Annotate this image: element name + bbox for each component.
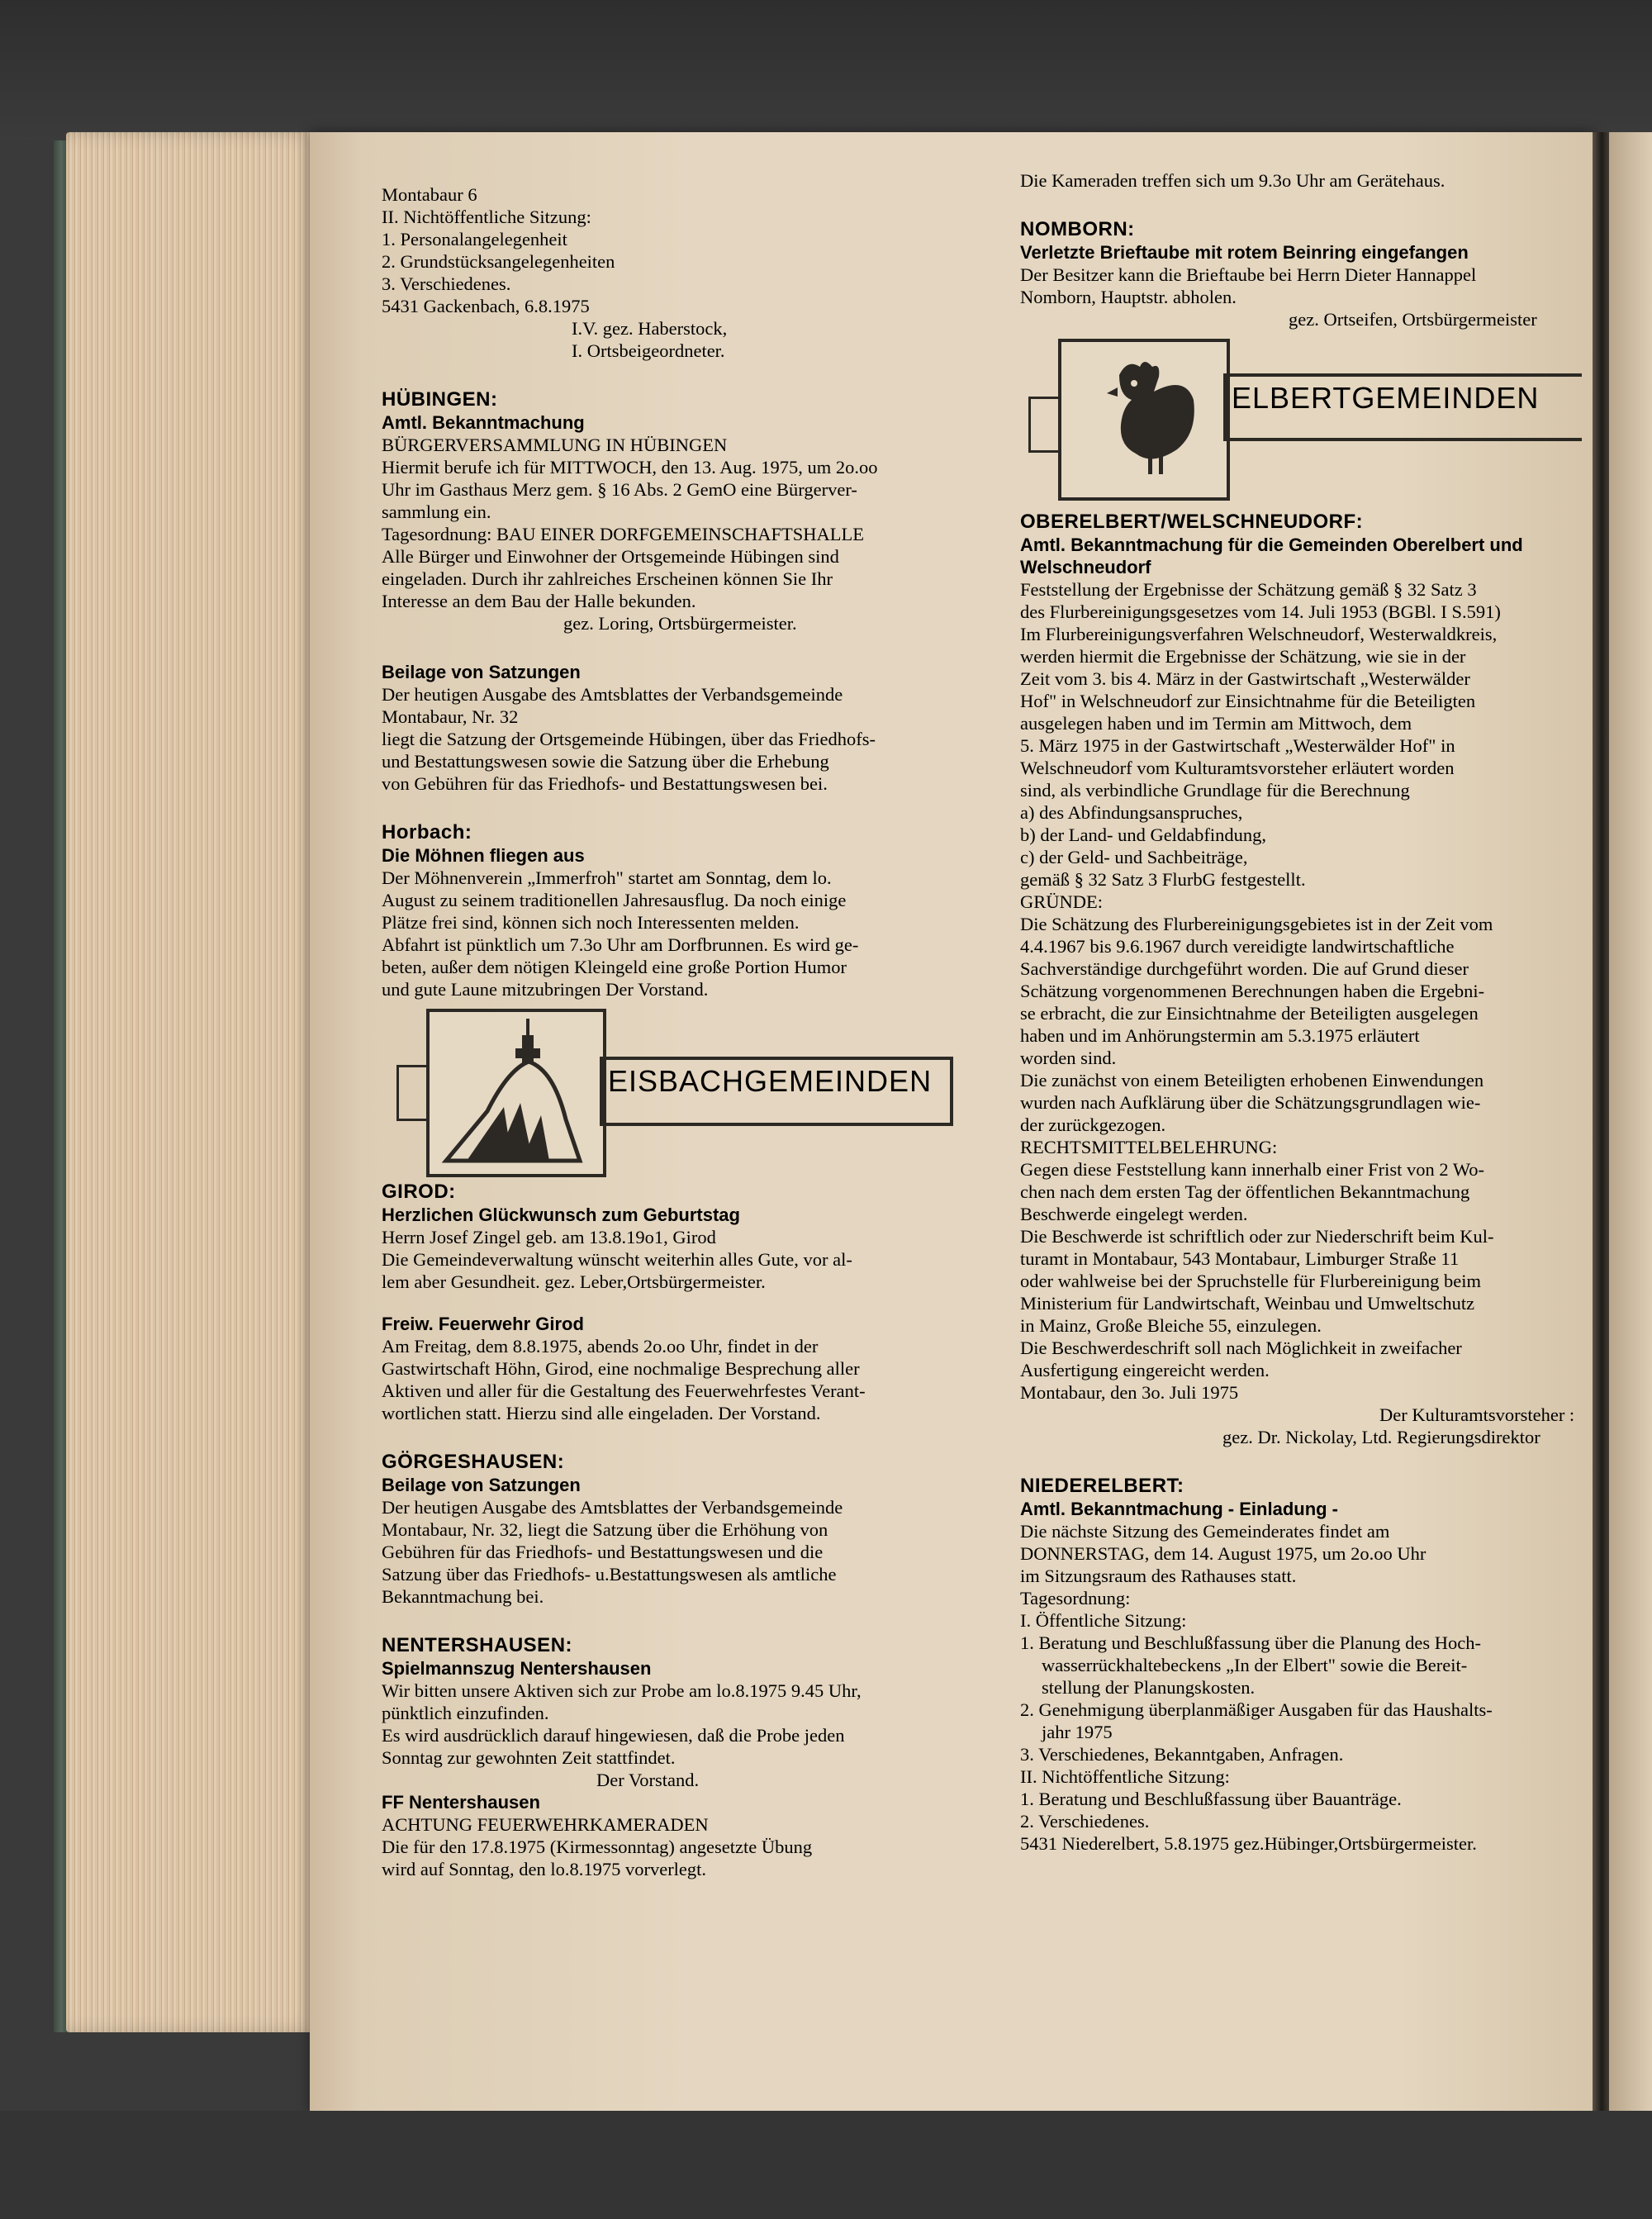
signature-line: Der Vorstand.: [596, 1770, 700, 1790]
text-line: Satzung über das Friedhofs- u.Bestattungswesen als amtliche: [382, 1564, 837, 1585]
text-line: 1. Personalangelegenheit: [382, 229, 567, 249]
text-line: ausgelegen haben und im Termin am Mittwoch, dem: [1020, 713, 1412, 734]
section-subheading: Amtl. Bekanntmachung: [382, 412, 585, 433]
section-heading: OBERELBERT/WELSCHNEUDORF:: [1020, 511, 1364, 533]
signature-line: gez. Dr. Nickolay, Ltd. Regierungsdirektor: [1222, 1427, 1540, 1447]
section-heading: Horbach:: [382, 821, 472, 843]
text-line: Die nächste Sitzung des Gemeinderates findet am: [1020, 1521, 1390, 1542]
text-line: gemäß § 32 Satz 3 FlurbG festgestellt.: [1020, 869, 1306, 890]
nomborn-section: [1020, 218, 1582, 330]
horbach-section: [382, 821, 993, 1000]
text-line: b) der Land- und Geldabfindung,: [1020, 824, 1267, 845]
goergeshausen-section: [382, 1451, 993, 1608]
text-line: Sachverständige durchgeführt worden. Die auf Grund dieser: [1020, 958, 1469, 979]
text-line: von Gebühren für das Friedhofs- und Bestattungswesen bei.: [382, 773, 828, 794]
text-line: GRÜNDE:: [1020, 891, 1103, 912]
agenda-heading: II. Nichtöffentliche Sitzung:: [1020, 1766, 1230, 1787]
text-line: Wir bitten unsere Aktiven sich zur Probe am lo.8.1975 9.45 Uhr,: [382, 1680, 862, 1701]
signature-line: Der Kulturamtsvorsteher :: [1379, 1404, 1575, 1425]
agenda-item-continuation: wasserrückhaltebeckens „In der Elbert" sowie die Bereit-: [1042, 1655, 1468, 1675]
text-line: Die für den 17.8.1975 (Kirmessonntag) angesetzte Übung: [382, 1836, 813, 1857]
agenda-item-continuation: stellung der Planungskosten.: [1042, 1677, 1256, 1698]
text-line: Montabaur 6: [382, 184, 477, 205]
text-line: 5. März 1975 in der Gastwirtschaft „Westerwälder Hof" in: [1020, 735, 1455, 756]
text-line: Der Besitzer kann die Brieftaube bei Herrn Dieter Hannappel: [1020, 264, 1477, 285]
text-line: Feststellung der Ergebnisse der Schätzung gemäß § 32 Satz 3: [1020, 579, 1477, 600]
text-line: Die zunächst von einem Beteiligten erhobenen Einwendungen: [1020, 1070, 1484, 1090]
section-subheading: Amtl. Bekanntmachung für die Gemeinden Oberelbert und: [1020, 535, 1523, 555]
section-subheading: FF Nentershausen: [382, 1792, 540, 1813]
girod-section: [382, 1181, 993, 1293]
elbertgemeinden-banner: [1020, 339, 1582, 504]
text-line: turamt in Montabaur, 543 Montabaur, Limburger Straße 11: [1020, 1248, 1460, 1269]
text-line: Gebühren für das Friedhofs- und Bestattungswesen und die: [382, 1542, 824, 1562]
text-line: Es wird ausdrücklich darauf hingewiesen, daß die Probe jeden: [382, 1725, 845, 1746]
text-line: Die Beschwerdeschrift soll nach Möglichkeit in zweifacher: [1020, 1338, 1462, 1358]
text-line: Nomborn, Hauptstr. abholen.: [1020, 287, 1237, 307]
agenda-item: 3. Verschiedenes, Bekanntgaben, Anfragen.: [1020, 1744, 1344, 1765]
text-line: Tagesordnung: BAU EINER DORFGEMEINSCHAFTSHALLE: [382, 524, 865, 544]
eisbachgemeinden-banner: [382, 1009, 993, 1174]
text-line: eingeladen. Durch ihr zahlreiches Erscheinen können Sie Ihr: [382, 568, 833, 589]
agenda-item-continuation: jahr 1975: [1042, 1722, 1113, 1742]
text-line: Uhr im Gasthaus Merz gem. § 16 Abs. 2 GemO eine Bürgerver-: [382, 479, 857, 500]
text-line: Am Freitag, dem 8.8.1975, abends 2o.oo Uhr, findet in der: [382, 1336, 819, 1357]
text-line: Im Flurbereinigungsverfahren Welschneudorf, Westerwaldkreis,: [1020, 624, 1498, 644]
signature-line: I. Ortsbeigeordneter.: [572, 340, 725, 361]
text-line: 3. Verschiedenes.: [382, 273, 511, 294]
text-line: Montabaur, Nr. 32: [382, 706, 519, 727]
text-line: wird auf Sonntag, den lo.8.1975 vorverlegt.: [382, 1859, 707, 1879]
text-line: Der heutigen Ausgabe des Amtsblattes der Verbandsgemeinde: [382, 684, 843, 705]
section-subheading: Beilage von Satzungen: [382, 662, 581, 682]
agenda-item: 1. Beratung und Beschlußfassung über Bauanträge.: [1020, 1789, 1402, 1809]
text-line: Gastwirtschaft Höhn, Girod, eine nochmalige Besprechung aller: [382, 1358, 860, 1379]
section-heading: NIEDERELBERT:: [1020, 1475, 1184, 1497]
text-line: II. Nichtöffentliche Sitzung:: [382, 207, 591, 227]
text-line: lem aber Gesundheit. gez. Leber,Ortsbürgermeister.: [382, 1271, 766, 1292]
text-line: Gegen diese Feststellung kann innerhalb einer Frist von 2 Wo-: [1020, 1159, 1485, 1180]
text-line: Aktiven und aller für die Gestaltung des Feuerwehrfestes Verant-: [382, 1380, 866, 1401]
section-heading: NENTERSHAUSEN:: [382, 1634, 573, 1656]
background-bottom: [0, 2111, 1652, 2219]
signature-line: gez. Loring, Ortsbürgermeister.: [563, 613, 797, 634]
text-line: sind, als verbindliche Grundlage für die Berechnung: [1020, 780, 1410, 801]
text-line: Abfahrt ist pünktlich um 7.3o Uhr am Dorfbrunnen. Es wird ge-: [382, 934, 859, 955]
text-line: Beschwerde eingelegt werden.: [1020, 1204, 1248, 1224]
text-line: Zeit vom 3. bis 4. März in der Gastwirtschaft „Westerwälder: [1020, 668, 1470, 689]
text-line: sammlung ein.: [382, 501, 491, 522]
text-line: liegt die Satzung der Ortsgemeinde Hübingen, über das Friedhofs-: [382, 729, 876, 749]
text-line: Schätzung vorgenommenen Berechnungen haben die Ergebni-: [1020, 981, 1485, 1001]
text-line: Plätze frei sind, können sich noch Interessenten melden.: [382, 912, 800, 933]
agenda-item: 2. Verschiedenes.: [1020, 1811, 1150, 1832]
text-line: ACHTUNG FEUERWEHRKAMERADEN: [382, 1814, 709, 1835]
text-line: Montabaur, den 3o. Juli 1975: [1020, 1382, 1239, 1403]
gackenbach-block: [382, 183, 993, 362]
section-heading: GÖRGESHAUSEN:: [382, 1451, 565, 1473]
section-subheading: Freiw. Feuerwehr Girod: [382, 1314, 584, 1334]
text-line: Interesse an dem Bau der Halle bekunden.: [382, 591, 696, 611]
text-line: 4.4.1967 bis 9.6.1967 durch vereidigte landwirtschaftliche: [1020, 936, 1455, 957]
text-line: RECHTSMITTELBELEHRUNG:: [1020, 1137, 1278, 1157]
banner-label: ELBERTGEMEINDEN: [1232, 381, 1540, 415]
agenda-item: 2. Genehmigung überplanmäßiger Ausgaben für das Haushalts-: [1020, 1699, 1493, 1720]
text-line: 5431 Gackenbach, 6.8.1975: [382, 296, 590, 316]
church-hill-icon: [426, 1009, 606, 1177]
banner-bar: [1223, 373, 1582, 441]
rooster-icon: [1058, 339, 1230, 501]
niederelbert-section: [1020, 1475, 1582, 1855]
section-subheading: Die Möhnen fliegen aus: [382, 845, 585, 866]
text-line: haben und im Anhörungstermin am 5.3.1975 erläutert: [1020, 1025, 1420, 1046]
text-line: Die Beschwerde ist schriftlich oder zur Niederschrift beim Kul-: [1020, 1226, 1494, 1247]
section-subheading: Herzlichen Glückwunsch zum Geburtstag: [382, 1205, 740, 1225]
text-line: wortlichen statt. Hierzu sind alle eingeladen. Der Vorstand.: [382, 1403, 821, 1423]
section-heading: HÜBINGEN:: [382, 388, 498, 411]
text-line: BÜRGERVERSAMMLUNG IN HÜBINGEN: [382, 435, 728, 455]
text-line: Die Kameraden treffen sich um 9.3o Uhr am Gerätehaus.: [1020, 170, 1446, 191]
text-line: Die Gemeindeverwaltung wünscht weiterhin alles Gute, vor al-: [382, 1249, 852, 1270]
text-line: Sonntag zur gewohnten Zeit stattfindet.: [382, 1747, 676, 1768]
nentershausen-section: [382, 1634, 993, 1791]
facing-page-edge: [1609, 132, 1652, 2111]
text-line: Alle Bürger und Einwohner der Ortsgemeinde Hübingen sind: [382, 546, 839, 567]
right-column: [1020, 169, 1582, 1855]
ff-nentershausen-section: [382, 1791, 993, 1880]
text-line: des Flurbereinigungsgesetzes vom 14. Juli 1953 (BGBl. I S.591): [1020, 601, 1501, 622]
text-line: chen nach dem ersten Tag der öffentlichen Bekanntmachung: [1020, 1181, 1470, 1202]
book-gutter: [1593, 132, 1611, 2111]
text-line: in Mainz, Große Bleiche 55, einzulegen.: [1020, 1315, 1322, 1336]
text-line: August zu seinem traditionellen Jahresausflug. Da noch einige: [382, 890, 847, 910]
text-line: se erbracht, die zur Einsichtnahme der Beteiligten ausgelegen: [1020, 1003, 1479, 1024]
section-heading: NOMBORN:: [1020, 218, 1135, 240]
section-subheading: Verletzte Brieftaube mit rotem Beinring eingefangen: [1020, 242, 1469, 263]
text-line: pünktlich einzufinden.: [382, 1703, 549, 1723]
text-line: a) des Abfindungsanspruches,: [1020, 802, 1243, 823]
text-line: 2. Grundstücksangelegenheiten: [382, 251, 615, 272]
text-line: werden hiermit die Ergebnisse der Schätzung, wie sie in der: [1020, 646, 1466, 667]
agenda-item: 1. Beratung und Beschlußfassung über die Planung des Hoch-: [1020, 1632, 1482, 1653]
left-column: [382, 183, 993, 1880]
text-line: Die Schätzung des Flurbereinigungsgebietes ist in der Zeit vom: [1020, 914, 1493, 934]
signature-line: I.V. gez. Haberstock,: [572, 318, 728, 339]
banner-bar: [600, 1057, 953, 1126]
text-line: Montabaur, Nr. 32, liegt die Satzung über die Erhöhung von: [382, 1519, 828, 1540]
text-line: beten, außer dem nötigen Kleingeld eine große Portion Humor: [382, 957, 847, 977]
text-line: DONNERSTAG, dem 14. August 1975, um 2o.oo Uhr: [1020, 1543, 1427, 1564]
text-line: c) der Geld- und Sachbeiträge,: [1020, 847, 1248, 867]
huebingen-section: [382, 388, 993, 634]
text-line: im Sitzungsraum des Rathauses statt.: [1020, 1566, 1297, 1586]
section-heading: GIROD:: [382, 1181, 456, 1203]
signature-line: 5431 Niederelbert, 5.8.1975 gez.Hübinger,Ortsbürgermeister.: [1020, 1833, 1477, 1854]
text-line: Bekanntmachung bei.: [382, 1586, 544, 1607]
text-line: worden sind.: [1020, 1048, 1117, 1068]
text-line: oder wahlweise bei der Spruchstelle für Flurbereinigung beim: [1020, 1271, 1481, 1291]
background-top: [0, 0, 1652, 140]
text-line: und Bestattungswesen sowie die Satzung über die Erhebung: [382, 751, 829, 772]
text-line: und gute Laune mitzubringen Der Vorstand.: [382, 979, 709, 1000]
text-line: I. Öffentliche Sitzung:: [1020, 1610, 1187, 1631]
text-line: Hof" in Welschneudorf zur Einsichtnahme für die Beteiligten: [1020, 691, 1476, 711]
signature-line: gez. Ortseifen, Ortsbürgermeister: [1289, 309, 1537, 330]
section-subheading: Amtl. Bekanntmachung - Einladung -: [1020, 1499, 1339, 1519]
feuerwehr-girod-section: [382, 1313, 993, 1424]
text-line: wurden nach Aufklärung über die Schätzungsgrundlagen wie-: [1020, 1092, 1481, 1113]
text-line: Tagesordnung:: [1020, 1588, 1131, 1608]
oberelbert-section: [1020, 511, 1582, 1448]
text-line: Der Möhnenverein „Immerfroh" startet am Sonntag, dem lo.: [382, 867, 832, 888]
text-line: Der heutigen Ausgabe des Amtsblattes der Verbandsgemeinde: [382, 1497, 843, 1518]
section-subheading: Beilage von Satzungen: [382, 1475, 581, 1495]
beilage-section: [382, 661, 993, 795]
text-line: Hiermit berufe ich für MITTWOCH, den 13. Aug. 1975, um 2o.oo: [382, 457, 878, 478]
section-subheading: Welschneudorf: [1020, 557, 1151, 577]
section-subheading: Spielmannszug Nentershausen: [382, 1658, 652, 1679]
text-line: Welschneudorf vom Kulturamtsvorsteher erläutert worden: [1020, 758, 1455, 778]
page-edges: [66, 132, 322, 2032]
text-line: Ministerium für Landwirtschaft, Weinbau und Umweltschutz: [1020, 1293, 1475, 1314]
text-line: der zurückgezogen.: [1020, 1114, 1166, 1135]
text-line: Ausfertigung eingereicht werden.: [1020, 1360, 1270, 1380]
banner-label: EISBACHGEMEINDEN: [608, 1064, 933, 1098]
text-line: Herrn Josef Zingel geb. am 13.8.19o1, Girod: [382, 1227, 716, 1247]
